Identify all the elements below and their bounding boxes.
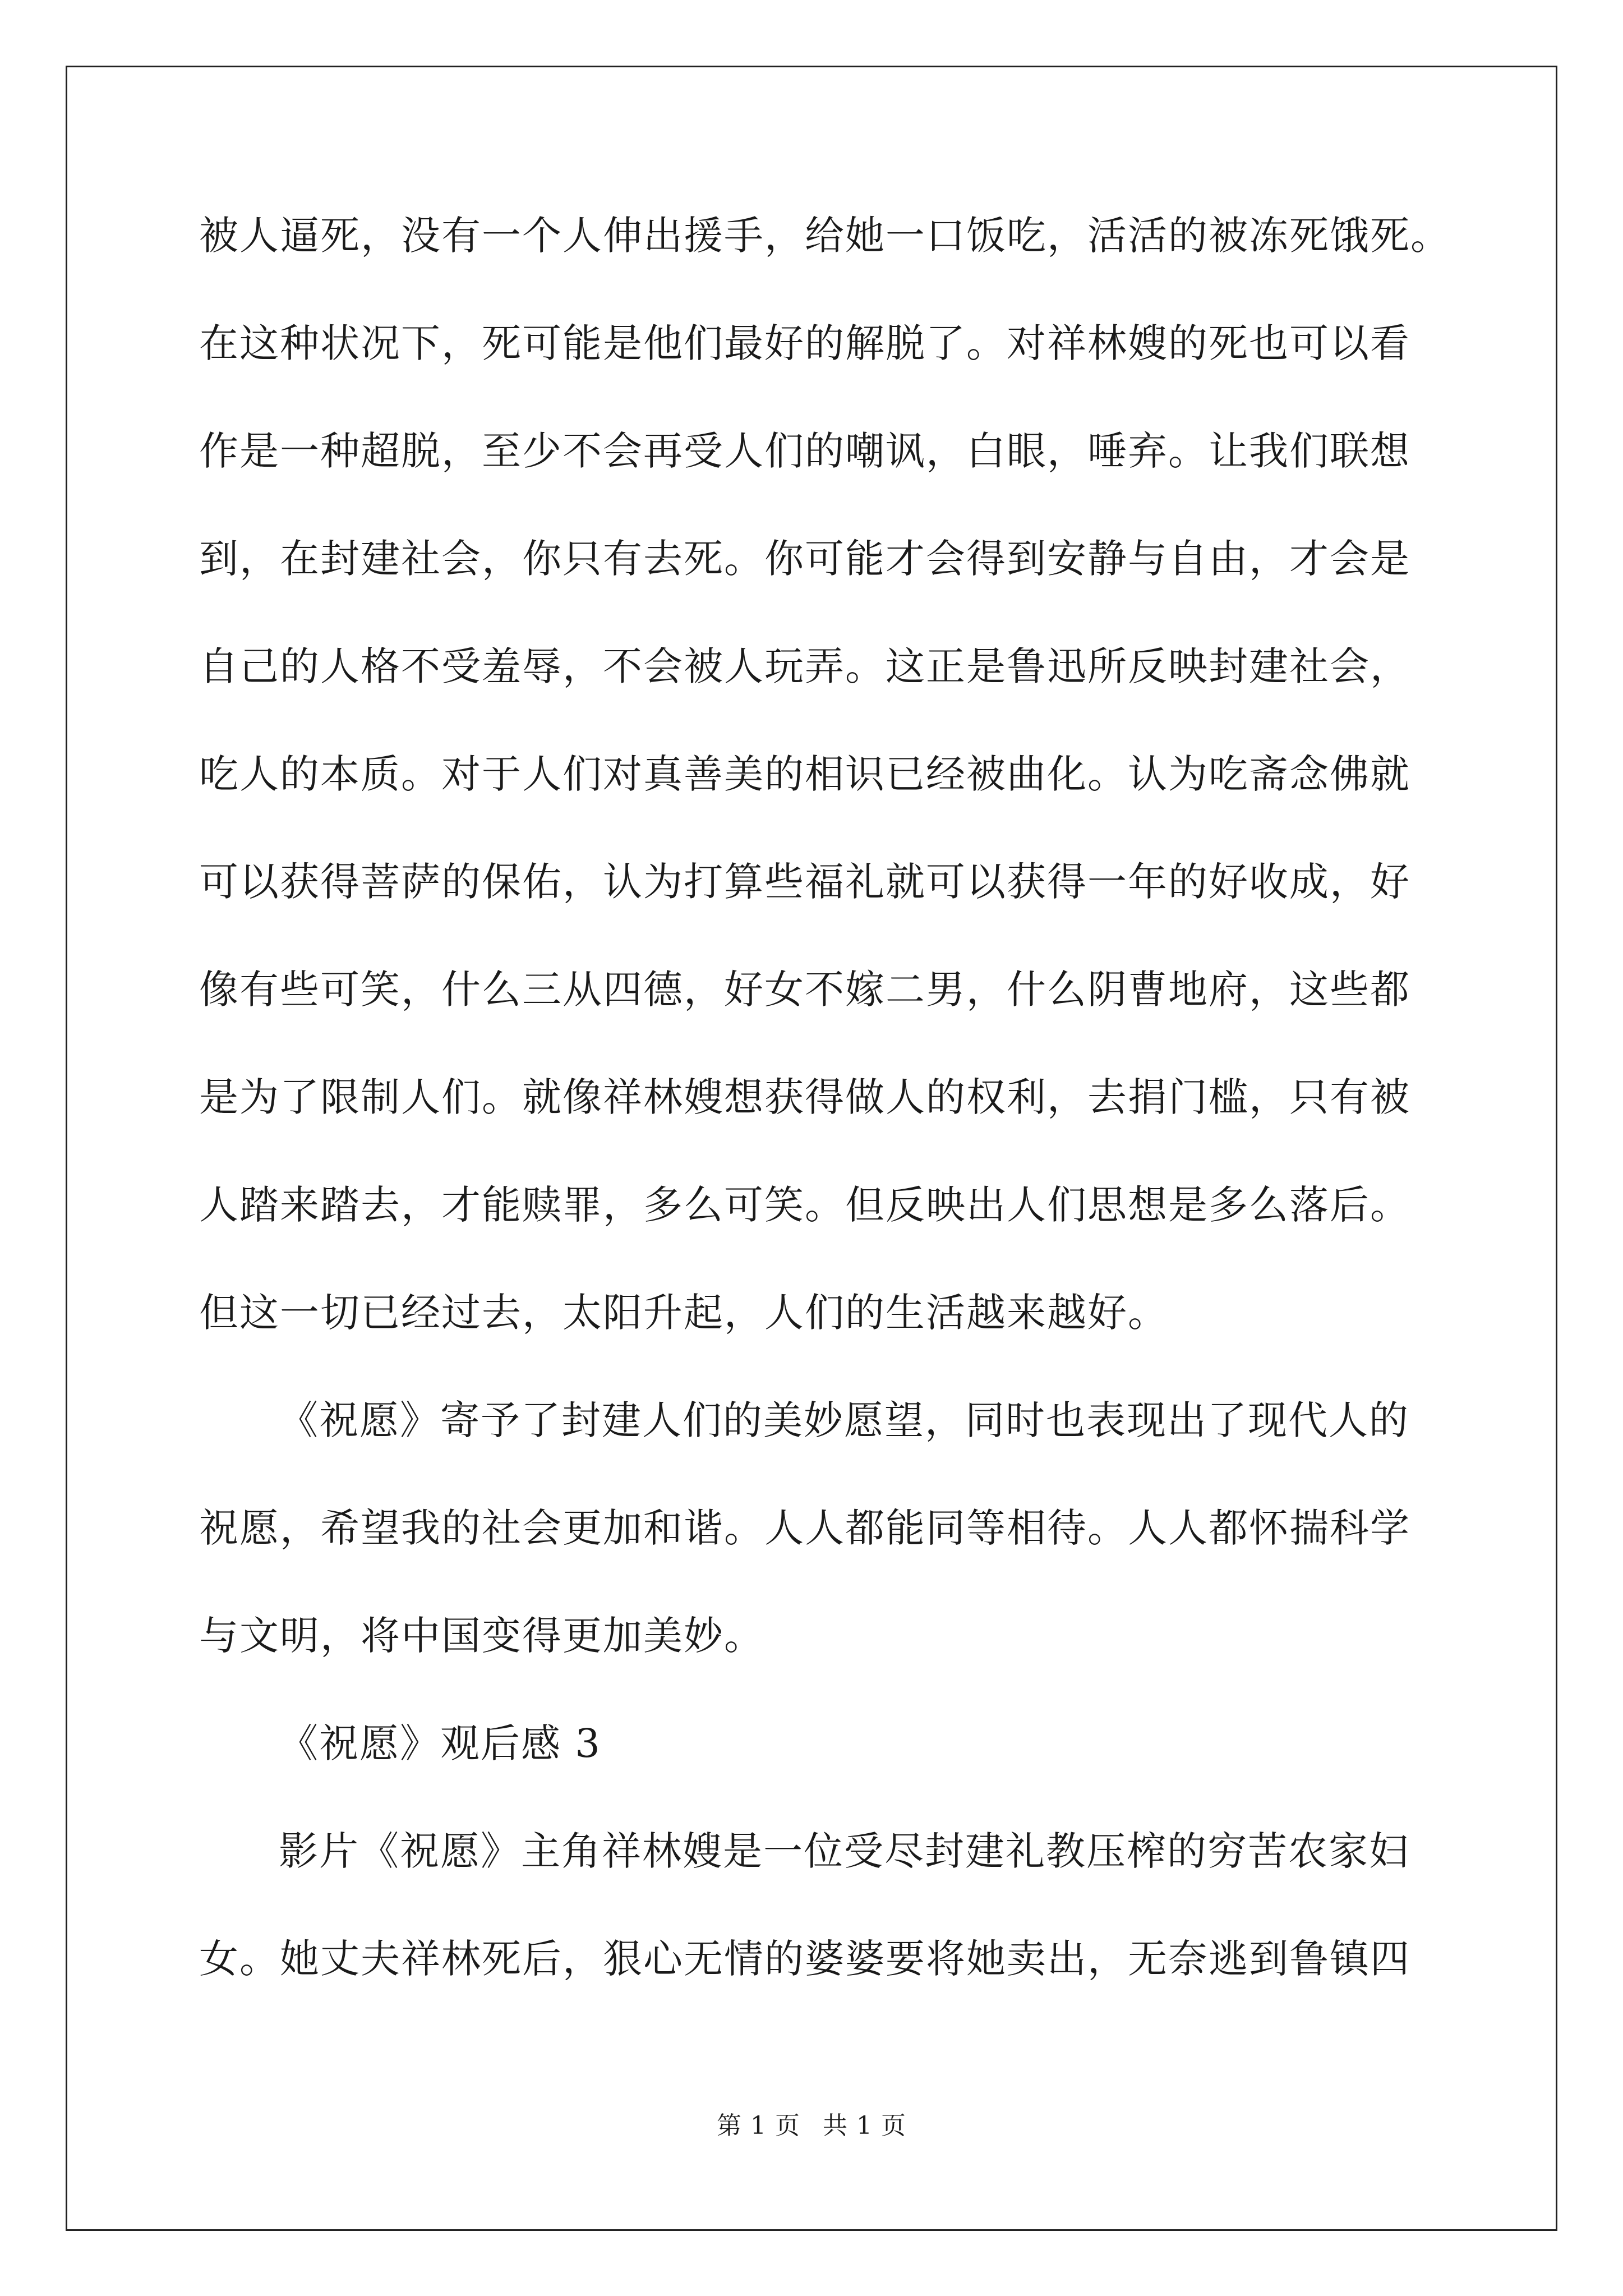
page-number-current: 第 1 页 <box>717 2111 800 2140</box>
text-line: 人踏来踏去，才能赎罪，多么可笑。但反映出人们思想是多么落后。 <box>199 1182 1410 1228</box>
text-line: 但这一切已经过去，太阳升起，人们的生活越来越好。 <box>199 1290 1168 1336</box>
text-line: 是为了限制人们。就像祥林嫂想获得做人的权利，去捐门槛，只有被 <box>199 1074 1410 1120</box>
paragraph-start-line: 影片《祝愿》主角祥林嫂是一位受尽封建礼教压榨的穷苦农家妇 <box>279 1828 1409 1874</box>
text-line: 作是一种超脱，至少不会再受人们的嘲讽，白眼，唾弃。让我们联想 <box>199 428 1410 474</box>
text-line: 到，在封建社会，你只有去死。你可能才会得到安静与自由，才会是 <box>199 536 1410 582</box>
page-number-total: 共 1 页 <box>823 2111 906 2140</box>
text-line: 吃人的本质。对于人们对真善美的相识已经被曲化。认为吃斋念佛就 <box>199 751 1410 797</box>
page-footer <box>0 2109 1623 2143</box>
text-line: 自己的人格不受羞辱，不会被人玩弄。这正是鲁迅所反映封建社会， <box>199 643 1410 689</box>
document-body <box>199 202 1451 2033</box>
text-line: 祝愿，希望我的社会更加和谐。人人都能同等相待。人人都怀揣科学 <box>199 1505 1410 1551</box>
text-line: 可以获得菩萨的保佑，认为打算些福礼就可以获得一年的好收成，好 <box>199 859 1410 905</box>
text-line: 与文明，将中国变得更加美妙。 <box>199 1613 764 1659</box>
text-line: 在这种状况下，死可能是他们最好的解脱了。对祥林嫂的死也可以看 <box>199 320 1410 366</box>
text-line: 像有些可笑，什么三从四德，好女不嫁二男，什么阴曹地府，这些都 <box>199 967 1410 1013</box>
section-heading: 《祝愿》观后感 3 <box>279 1720 601 1766</box>
paragraph-start-line: 《祝愿》寄予了封建人们的美妙愿望，同时也表现出了现代人的 <box>279 1397 1409 1443</box>
text-line: 女。她丈夫祥林死后，狠心无情的婆婆要将她卖出，无奈逃到鲁镇四 <box>199 1936 1410 1982</box>
text-line: 被人逼死，没有一个人伸出援手，给她一口饭吃，活活的被冻死饿死。 <box>199 213 1451 259</box>
